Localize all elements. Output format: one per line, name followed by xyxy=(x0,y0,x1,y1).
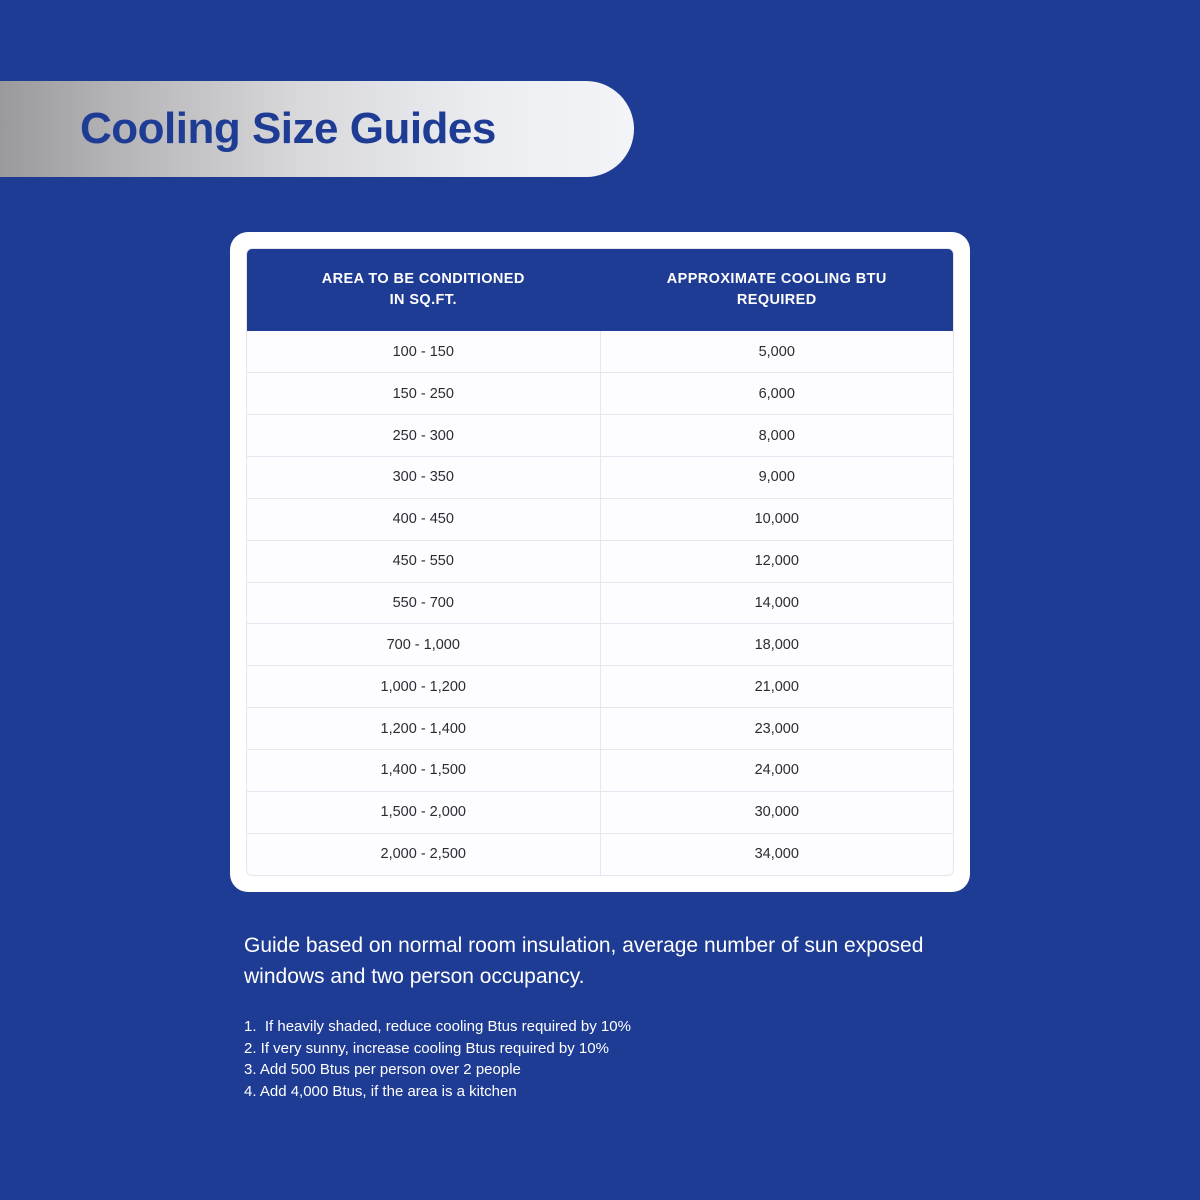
cell-btu: 23,000 xyxy=(600,708,953,750)
table-row xyxy=(247,457,953,499)
cell-area: 400 - 450 xyxy=(247,498,600,540)
cell-area: 700 - 1,000 xyxy=(247,624,600,666)
cell-btu: 5,000 xyxy=(600,331,953,373)
column-header-area-line1: AREA TO BE CONDITIONED xyxy=(321,271,525,287)
note-item: 2. If very sunny, increase cooling Btus required by 10% xyxy=(244,1039,609,1057)
table-row xyxy=(247,791,953,833)
table-row xyxy=(247,833,953,875)
cell-btu: 34,000 xyxy=(600,833,953,875)
column-header-area xyxy=(247,249,600,331)
cooling-size-table-card xyxy=(230,232,970,892)
cell-area: 1,200 - 1,400 xyxy=(247,708,600,750)
table-header xyxy=(247,249,953,331)
column-header-area-line2: IN SQ.FT. xyxy=(389,292,457,308)
table-container xyxy=(246,248,954,876)
table-row xyxy=(247,582,953,624)
cell-btu: 24,000 xyxy=(600,749,953,791)
table-body xyxy=(247,331,953,875)
cell-area: 1,500 - 2,000 xyxy=(247,791,600,833)
cell-area: 1,400 - 1,500 xyxy=(247,749,600,791)
table-header-row xyxy=(247,249,953,331)
table-row xyxy=(247,624,953,666)
column-header-btu xyxy=(600,249,953,331)
cell-area: 2,000 - 2,500 xyxy=(247,833,600,875)
note-item: 3. Add 500 Btus per person over 2 people xyxy=(244,1061,521,1078)
table-row xyxy=(247,666,953,708)
cell-btu: 12,000 xyxy=(600,540,953,582)
table-row xyxy=(247,498,953,540)
cell-btu: 8,000 xyxy=(600,415,953,457)
notes-summary: Guide based on normal room insulation, average number of sun exposed windows and two person occupancy. xyxy=(244,934,924,988)
note-item: 1. If heavily shaded, reduce cooling Btus required by 10% xyxy=(244,1018,631,1035)
cell-btu: 6,000 xyxy=(600,373,953,415)
table-row xyxy=(247,331,953,373)
table-row xyxy=(247,749,953,791)
table-row xyxy=(247,540,953,582)
note-item: 4. Add 4,000 Btus, if the area is a kitchen xyxy=(244,1082,517,1100)
page-title: Cooling Size Guides xyxy=(80,104,496,153)
cell-btu: 14,000 xyxy=(600,582,953,624)
cell-area: 250 - 300 xyxy=(247,415,600,457)
column-header-btu-line1: APPROXIMATE COOLING BTU xyxy=(666,271,887,287)
cooling-size-table xyxy=(247,249,953,875)
table-row xyxy=(247,708,953,750)
cell-btu: 9,000 xyxy=(600,457,953,499)
cell-area: 100 - 150 xyxy=(247,331,600,373)
cell-btu: 10,000 xyxy=(600,498,953,540)
cell-btu: 30,000 xyxy=(600,791,953,833)
cell-area: 550 - 700 xyxy=(247,582,600,624)
cell-btu: 21,000 xyxy=(600,666,953,708)
cell-area: 300 - 350 xyxy=(247,457,600,499)
notes-list xyxy=(244,1016,964,1102)
cell-area: 450 - 550 xyxy=(247,540,600,582)
cell-area: 1,000 - 1,200 xyxy=(247,666,600,708)
table-row xyxy=(247,373,953,415)
column-header-btu-line2: REQUIRED xyxy=(736,292,817,308)
cell-btu: 18,000 xyxy=(600,624,953,666)
cell-area: 150 - 250 xyxy=(247,373,600,415)
table-row xyxy=(247,415,953,457)
